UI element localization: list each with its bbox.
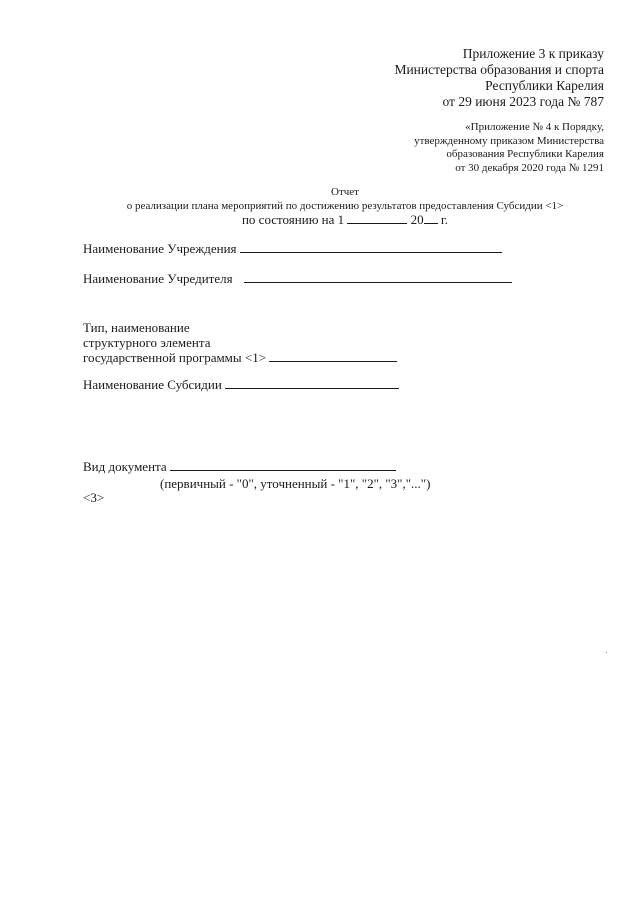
report-subject: о реализации плана мероприятий по достижению результатов предоставления Субсидии <1> [126, 200, 564, 212]
appendix-line: от 29 июня 2023 года № 787 [442, 94, 604, 109]
institution-blank[interactable] [240, 251, 502, 253]
date-suffix: г. [440, 212, 449, 227]
document-type-hint: (первичный - "0", уточненный - "1", "2", "3","...") [160, 476, 431, 491]
program-element-blank[interactable] [269, 360, 397, 362]
footnote-ref: <3> [83, 490, 105, 505]
scan-speck [606, 652, 607, 653]
appendix-line: Приложение 3 к приказу [462, 46, 604, 61]
program-element-label-line: государственной программы <1> [83, 350, 267, 365]
program-element-field [83, 320, 397, 365]
founder-blank[interactable] [244, 281, 512, 283]
date-year-blank[interactable] [424, 222, 438, 224]
appendix-line: Министерства образования и спорта [394, 62, 604, 77]
report-date-line [0, 212, 640, 228]
appendix-header [394, 46, 604, 110]
date-month-blank[interactable] [347, 222, 407, 224]
subsidy-field [83, 377, 399, 392]
procedure-line: образования Республики Карелия [446, 148, 604, 160]
document-type-blank[interactable] [170, 469, 396, 471]
procedure-line: от 30 декабря 2020 года № 1291 [455, 161, 604, 174]
founder-label: Наименование Учредителя [83, 271, 233, 286]
procedure-line: «Приложение № 4 к Порядку, [465, 121, 604, 133]
subsidy-blank[interactable] [225, 387, 399, 389]
institution-label: Наименование Учреждения [83, 241, 237, 256]
founder-field [83, 271, 512, 286]
document-type-label: Вид документа [83, 459, 167, 474]
report-title: Отчет [331, 186, 359, 198]
program-element-label-line: структурного элемента [83, 335, 211, 350]
program-element-label-line: Тип, наименование [83, 320, 190, 335]
date-year-prefix: 20 [410, 212, 424, 227]
date-prefix: по состоянию на 1 [241, 212, 345, 227]
procedure-line: утвержденному приказом Министерства [414, 134, 604, 147]
program-element-label-row [83, 350, 397, 365]
institution-field [83, 241, 502, 256]
document-type-field [83, 459, 396, 474]
procedure-header [414, 121, 604, 175]
appendix-line: Республики Карелия [485, 78, 604, 93]
subsidy-label: Наименование Субсидии [83, 377, 222, 392]
